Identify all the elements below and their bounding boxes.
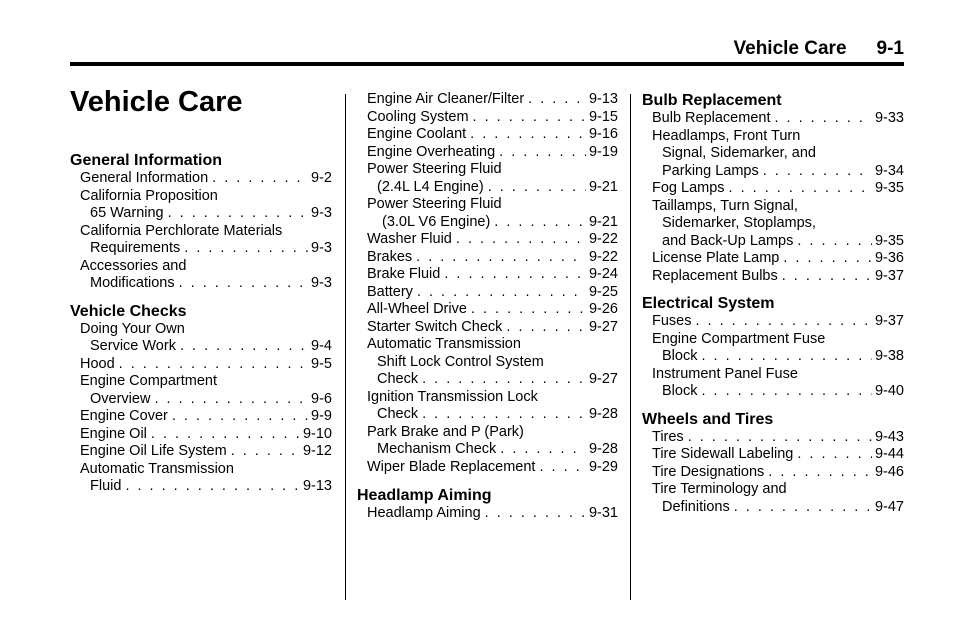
header-rule — [70, 62, 904, 66]
toc-entry-line: Ignition Transmission Lock — [367, 388, 538, 405]
toc-entry[interactable]: and Back-Up Lamps . . . 9-35 — [642, 233, 904, 251]
toc-entry[interactable]: Fog Lamps . . . 9-35 — [642, 180, 904, 198]
section-vehicle-checks: Vehicle Checks — [70, 302, 187, 320]
toc-entry[interactable]: Washer Fluid . . . 9-22 — [357, 231, 618, 249]
toc-entry-line: Accessories and — [80, 257, 187, 274]
toc-column-1 — [70, 151, 332, 496]
toc-entry[interactable]: Brakes . . . 9-22 — [357, 249, 618, 267]
toc-entry-line: Tire Terminology and — [652, 481, 787, 497]
toc-entry[interactable]: (2.4L L4 Engine) . . . 9-21 — [357, 179, 618, 197]
toc-entry[interactable]: Engine Overheating . . . 9-19 — [357, 144, 618, 162]
toc-entry-line: Taillamps, Turn Signal, — [652, 197, 798, 214]
running-header — [704, 38, 905, 60]
toc-entry[interactable]: All-Wheel Drive . . . 9-26 — [357, 301, 618, 319]
toc-entry-line: Automatic Transmission — [367, 336, 521, 352]
toc-entry[interactable]: Battery . . . 9-25 — [357, 284, 618, 302]
toc-entry-line: Shift Lock Control System — [377, 353, 544, 370]
header-section: Vehicle Care — [733, 38, 847, 59]
page-title: Vehicle Care — [70, 86, 243, 118]
section-electrical-system: Electrical System — [642, 295, 775, 312]
section-headlamp-aiming: Headlamp Aiming — [357, 487, 492, 504]
toc-entry-line: Power Steering Fluid — [367, 196, 502, 212]
toc-entry[interactable]: Tire Designations . . . 9-46 — [642, 464, 904, 482]
toc-entry[interactable]: 65 Warning . . . 9-3 — [70, 205, 332, 223]
section-general-information: General Information — [70, 152, 223, 169]
toc-entry[interactable]: Cooling System . . . 9-15 — [357, 109, 618, 127]
toc-entry[interactable]: Replacement Bulbs . . . 9-37 — [642, 268, 904, 286]
toc-entry-line: Automatic Transmission — [80, 460, 234, 477]
toc-entry[interactable]: Block . . . 9-38 — [642, 348, 904, 366]
toc-entry[interactable]: Service Work . . . 9-4 — [70, 338, 332, 356]
toc-entry[interactable]: Bulb Replacement . . . 9-33 — [642, 110, 904, 128]
toc-entry[interactable]: Engine Air Cleaner/Filter . . . 9-13 — [357, 91, 618, 109]
toc-entry-line: Engine Compartment — [80, 373, 218, 389]
toc-entry[interactable]: Requirements . . . 9-3 — [70, 240, 332, 258]
toc-entry[interactable]: General Information . . . 9-2 — [70, 170, 332, 188]
toc-entry[interactable]: Engine Oil . . . 9-10 — [70, 426, 332, 444]
section-bulb-replacement: Bulb Replacement — [642, 92, 782, 109]
toc-entry[interactable]: Check . . . 9-27 — [357, 371, 618, 389]
toc-column-3 — [642, 91, 904, 516]
toc-entry[interactable]: (3.0L V6 Engine) . . . 9-21 — [357, 214, 618, 232]
toc-entry[interactable]: Headlamp Aiming . . . 9-31 — [357, 505, 618, 523]
toc-entry[interactable]: Hood . . . 9-5 — [70, 356, 332, 374]
section-wheels-and-tires: Wheels and Tires — [642, 410, 774, 428]
toc-entry-line: Park Brake and P (Park) — [367, 423, 524, 440]
toc-entry-line: Instrument Panel Fuse — [652, 365, 798, 382]
toc-entry-line: Headlamps, Front Turn — [652, 127, 801, 144]
toc-entry[interactable]: Engine Cover . . . 9-9 — [70, 408, 332, 426]
toc-entry[interactable]: Mechanism Check . . . 9-28 — [357, 441, 618, 459]
toc-entry[interactable]: Tire Sidewall Labeling . . . 9-44 — [642, 446, 904, 464]
toc-entry-line: California Proposition — [80, 187, 218, 204]
toc-entry-line: Signal, Sidemarker, and — [662, 145, 816, 161]
toc-entry[interactable]: Modifications . . . 9-3 — [70, 275, 332, 293]
toc-column-2 — [357, 91, 618, 523]
toc-entry-line: California Perchlorate Materials — [80, 222, 283, 239]
column-divider-2 — [630, 94, 631, 600]
toc-entry[interactable]: Brake Fluid . . . 9-24 — [357, 266, 618, 284]
toc-entry-line: Sidemarker, Stoplamps, — [662, 215, 816, 231]
header-page-number: 9-1 — [876, 38, 904, 59]
toc-entry[interactable]: Overview . . . 9-6 — [70, 391, 332, 409]
toc-entry-line: Engine Compartment Fuse — [652, 330, 826, 347]
toc-entry[interactable]: Engine Oil Life System . . . 9-12 — [70, 443, 332, 461]
toc-entry[interactable]: Tires . . . 9-43 — [642, 429, 904, 447]
toc-entry[interactable]: Fluid . . . 9-13 — [70, 478, 332, 496]
column-divider-1 — [345, 94, 346, 600]
toc-entry[interactable]: Block . . . 9-40 — [642, 383, 904, 401]
toc-entry[interactable]: Starter Switch Check . . . 9-27 — [357, 319, 618, 337]
toc-entry[interactable]: Parking Lamps . . . 9-34 — [642, 163, 904, 181]
toc-entry[interactable]: Fuses . . . 9-37 — [642, 313, 904, 331]
toc-entry-line: Doing Your Own — [80, 320, 185, 337]
toc-entry[interactable]: Definitions . . . 9-47 — [642, 499, 904, 517]
toc-entry[interactable]: Check . . . 9-28 — [357, 406, 618, 424]
toc-entry[interactable]: Engine Coolant . . . 9-16 — [357, 126, 618, 144]
toc-entry[interactable]: Wiper Blade Replacement . . . 9-29 — [357, 459, 618, 477]
toc-entry[interactable]: License Plate Lamp . . . 9-36 — [642, 250, 904, 268]
toc-entry-line: Power Steering Fluid — [367, 161, 502, 177]
